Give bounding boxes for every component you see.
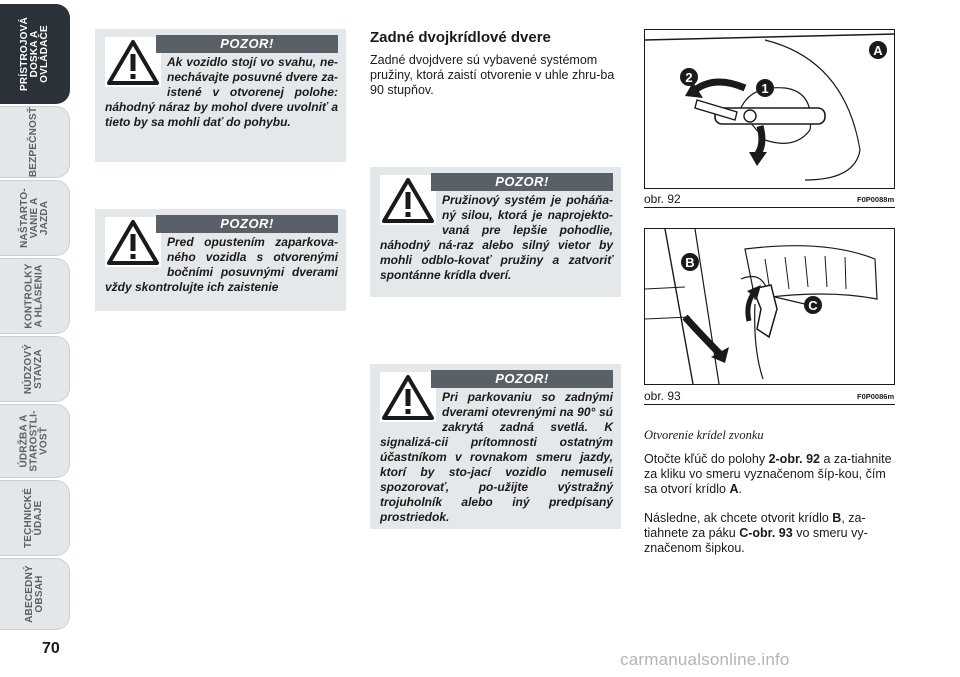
marker-B: B: [685, 255, 695, 270]
warning-text: Pri parkovaniu so zadnými dverami otevrenými na 90° sú zakrytá zadná svetlá. K signalizá-cii prítomnosti ostatným účastníkom v rovnakom smeru jazdy, ktorí by sto-jací vozidlo nemuseli spozorovať, po-užijte výstražný trojuholník alebo iný predpísaný prostriedok.: [380, 390, 613, 524]
warning-box-spring: [370, 167, 621, 297]
text-run: vo smeru vy-značenom šipkou.: [644, 526, 868, 555]
door-handle-illustration: [645, 30, 894, 188]
tab-technicke-udaje[interactable]: [0, 480, 70, 556]
warning-title: POZOR!: [156, 35, 338, 53]
tab-nudzovy-stav[interactable]: [0, 336, 70, 402]
section-title: Zadné dvojkrídlové dvere: [370, 29, 551, 46]
page-number: 70: [42, 640, 60, 657]
text-run: , za-tiahnete za páku: [644, 511, 866, 540]
text-run: Následne, ak chcete otvorit krídlo: [644, 511, 833, 525]
text-run: .: [738, 482, 742, 496]
figure-92-code: F0P0088m: [857, 195, 895, 204]
warning-box-parking: [95, 209, 346, 311]
instruction-paragraph-2: [644, 511, 896, 556]
warning-title: POZOR!: [431, 173, 613, 191]
watermark: carmanualsonline.info: [620, 650, 790, 669]
part-reference: B: [832, 511, 842, 525]
tab-bezpecnost[interactable]: [0, 106, 70, 178]
figure-reference: C-obr. 93: [739, 526, 793, 540]
section-intro: Zadné dvojdvere sú vybavené systémom pružiny, ktorá zaistí otvorenie v uhle zhru-ba 90 stupňov.: [370, 53, 615, 97]
warning-triangle-icon: [380, 175, 436, 225]
tab-label: PRÍSTROJOVÁ DOSKA A OVLÁDAČE: [18, 17, 50, 91]
tab-kontrolky[interactable]: [0, 258, 70, 334]
subsection-title: Otvorenie krídel zvonku: [644, 428, 764, 442]
tab-label: BEZPEČNOSŤ: [28, 106, 40, 178]
warning-box-slope: [95, 29, 346, 162]
warning-title: POZOR!: [431, 370, 613, 388]
instruction-paragraph-1: [644, 452, 896, 497]
tab-label: ABECEDNÝ OBSAH: [23, 565, 45, 623]
figure-reference: 2-obr. 92: [768, 452, 820, 466]
warning-title: POZOR!: [156, 215, 338, 233]
figure-93: [644, 228, 895, 385]
warning-triangle-icon: [105, 37, 161, 87]
marker-1: 1: [761, 81, 769, 96]
figure-93-label: obr. 93: [644, 389, 681, 403]
figure-93-code: F0P0086m: [857, 392, 895, 401]
tab-label: TECHNICKÉ ÚDAJE: [23, 487, 45, 549]
warning-box-rear-lights: [370, 364, 621, 529]
warning-triangle-icon: [380, 372, 436, 422]
figure-92-rule: [644, 207, 895, 208]
part-reference: A: [729, 482, 739, 496]
warning-text: Pružinový systém je poháňa-ný silou, ktorá je naprojekto-vaná pre lepšie pohodlie, náhodný ná-raz alebo silný vietor by mohli odblo-kovať pružiny a zatvoriť spontánne krídla dverí.: [380, 193, 613, 282]
tab-label: NÚDZOVÝ STAVZA: [23, 343, 45, 395]
rear-door-lever-illustration: [645, 229, 894, 384]
tab-pristrojova-doska[interactable]: [0, 4, 70, 104]
tab-label: KONTROLKY A HLÁSENIA: [23, 263, 45, 329]
figure-93-rule: [644, 404, 895, 405]
chapter-tabs: [0, 0, 72, 640]
text-run: Otočte kľúč do polohy: [644, 452, 769, 466]
figure-92-label: obr. 92: [644, 192, 681, 206]
figure-92: [644, 29, 895, 189]
tab-nastartovanie[interactable]: [0, 180, 70, 256]
warning-text: Ak vozidlo stojí vo svahu, ne-nechávajte posuvné dvere za-istené v otvorenej polohe: náhodný náraz by mohol dvere uvolniť a tieto by sa mohli dať do pohybu.: [105, 55, 338, 129]
marker-C: C: [808, 298, 818, 313]
tab-label: ÚDRŽBA A STAROSTLI- VOSŤ: [18, 410, 50, 472]
tab-abecedny-obsah[interactable]: [0, 558, 70, 630]
marker-A: A: [873, 43, 883, 58]
tab-label: NAŠTARTO- VANIE A JAZDA: [18, 188, 50, 248]
marker-2: 2: [685, 70, 693, 85]
tab-udrzba[interactable]: [0, 404, 70, 478]
text-run: a za-tiahnite za kliku vo smeru vyznačenom šíp-kou, čím sa otvorí krídlo: [644, 452, 892, 496]
warning-triangle-icon: [105, 217, 161, 267]
warning-text: Pred opustením zaparkova-ného vozidla s otvorenými bočními posuvnými dverami vždy skontrolujte ich zaistenie: [105, 235, 338, 294]
